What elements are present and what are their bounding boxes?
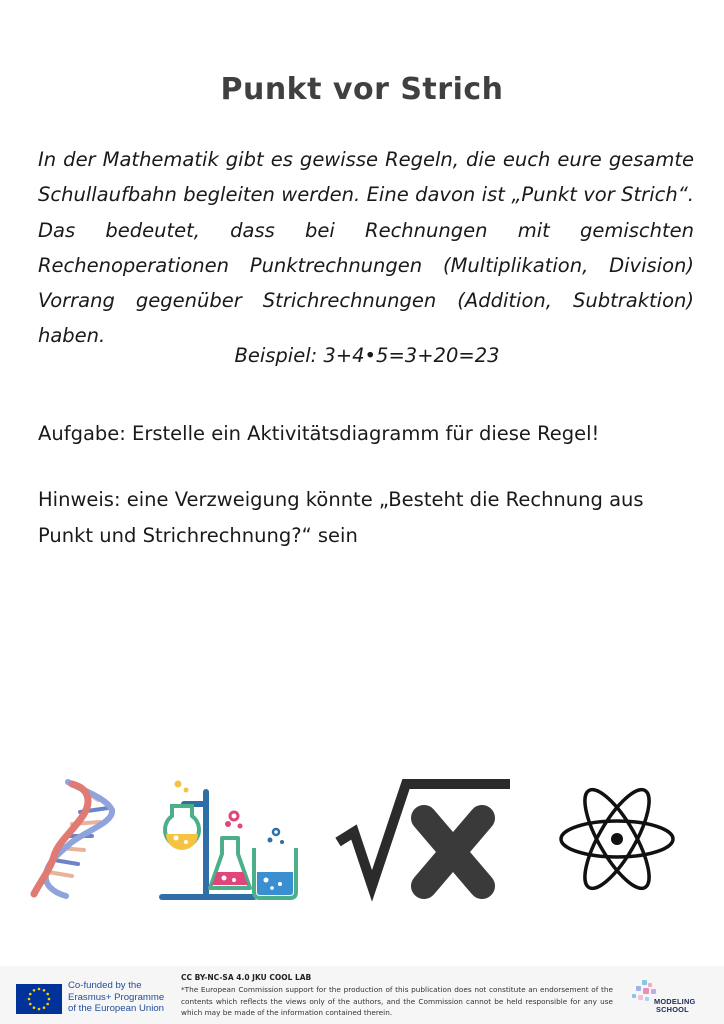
disclaimer-text: *The European Commission support for the production of this publication does not constitute an endorsement of the contents which reflects the views only of the authors, and the Commission cannot be held responsible for any use which may be made of the information contained therein. [181,985,613,1018]
license-text: CC BY-NC-SA 4.0 JKU COOL LAB [181,973,312,982]
chemistry-lab-icon [158,780,300,902]
atom-icon [556,778,678,900]
task-text: Aufgabe: Erstelle ein Aktivitätsdiagramm für diese Regel! [38,422,600,445]
square-root-x-icon [334,778,514,902]
modeling-school-text: MODELING SCHOOL [654,997,696,1014]
eu-cofunded-text: Co-funded by the Erasmus+ Programme of the European Union [68,980,165,1014]
example-line: Beispiel: 3+4•5=3+20=23 [234,344,500,367]
eu-flag-icon [16,984,62,1014]
hint-text: Hinweis: eine Verzweigung könnte „Besteht die Rechnung aus Punkt und Strichrechnung?“ sein [38,488,644,547]
dna-icon [28,778,118,900]
footer [0,966,724,1024]
intro-paragraph: In der Mathematik gibt es gewisse Regeln, die euch eure gesamte Schullaufbahn begleiten werden. Eine davon ist „Punkt vor Strich“. Das bedeutet, dass bei Rechnungen mit gemischten Rechenoperationen Punktrechnungen (Multiplikation, Division) Vorrang gegenüber Strichrechnungen (Addition, Subtraktion) haben. [38,148,694,348]
page-title: Punkt vor Strich [220,72,504,107]
